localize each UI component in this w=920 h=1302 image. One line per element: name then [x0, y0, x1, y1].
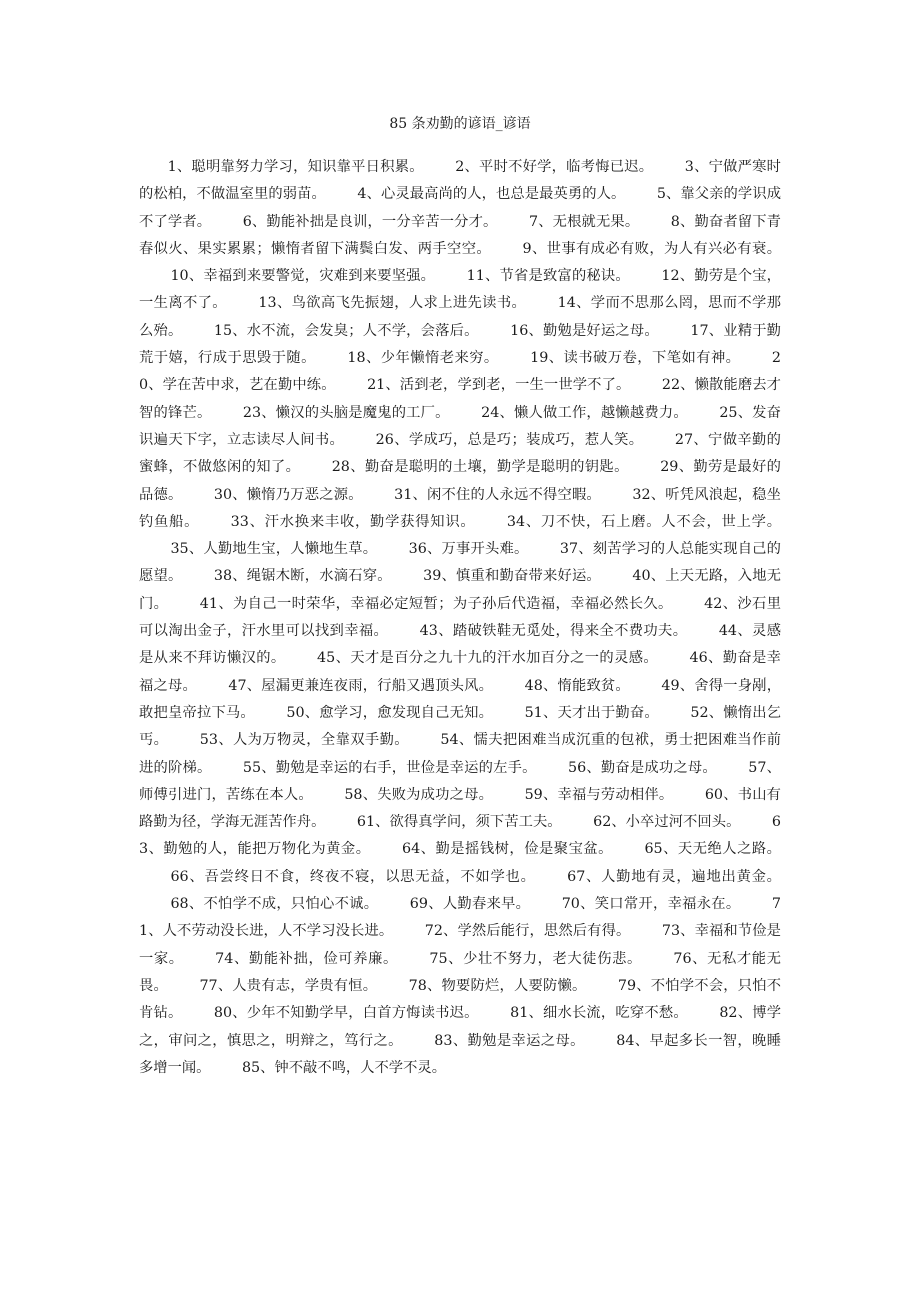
proverb-item: 1、聪明靠努力学习，知识靠平日积累。: [167, 159, 424, 175]
proverb-item: 36、万事开头难。: [408, 541, 529, 558]
proverb-item: 3、宁做严寒时的松柏，不做温室里的弱苗。: [139, 159, 781, 203]
proverb-item: 57、师傅引进门，苦练在本人。: [139, 759, 781, 803]
proverb-item: 39、慎重和勤奋带来好运。: [423, 568, 601, 585]
proverb-item: 19、读书破万卷，下笔如有神。: [530, 350, 741, 367]
proverb-item: 40、上天无路，入地无门。: [139, 568, 781, 612]
proverb-item: 12、勤劳是个宝，一生离不了。: [139, 268, 781, 312]
proverb-item: 13、鸟欲高飞先振翅，人求上进先读书。: [258, 295, 527, 312]
proverb-item: 79、不怕学不会，只怕不肯钻。: [139, 977, 781, 1022]
proverb-item: 68、不怕学不成，只怕心不诚。: [170, 896, 379, 913]
proverb-item: 83、勤勉是幸运之母。: [434, 1032, 585, 1049]
proverb-list: [139, 154, 781, 1082]
document-title: 85 条劝勤的谚语_谚语: [389, 116, 531, 132]
proverb-item: 24、懒人做工作，越懒越费力。: [481, 404, 688, 421]
proverb-item: 67、人勤地有灵，遍地出黄金。: [567, 868, 781, 885]
proverb-item: 37、刻苦学习的人总能实现自己的愿望。: [139, 541, 781, 585]
proverb-item: 78、物要防烂，人要防懒。: [408, 977, 587, 994]
proverb-item: 65、天无绝人之路。: [644, 841, 781, 858]
proverb-item: 85、钟不敲不鸣，人不学不灵。: [241, 1059, 446, 1076]
proverb-item: 51、天才出于勤奋。: [524, 704, 659, 721]
proverb-item: 17、业精于勤荒于嬉，行成于思毁于随。: [139, 322, 781, 367]
proverb-item: 16、勤勉是好运之母。: [510, 322, 659, 339]
proverb-item: 58、失败为成功之母。: [344, 786, 494, 803]
proverb-item: 47、屋漏更兼连夜雨，行船又遇顶头风。: [228, 677, 494, 694]
proverb-item: 59、幸福与劳动相伴。: [524, 786, 674, 803]
proverb-item: 31、闲不住的人永远不得空暇。: [394, 486, 601, 503]
proverb-item: 34、刀不快，石上磨。人不会，世上学。: [506, 513, 781, 530]
proverb-item: 61、欲得真学问，须下苦工夫。: [356, 814, 562, 831]
proverb-item: 73、幸福和节俭是一家。: [139, 923, 781, 967]
proverb-item: 11、节省是致富的秘诀。: [466, 268, 630, 285]
proverb-item: 21、活到老，学到老，一生一世学不了。: [367, 377, 631, 394]
proverb-item: 6、勤能补拙是良训，一分辛苦一分才。: [242, 213, 498, 230]
proverb-item: 41、为自己一时荣华，幸福必定短暂；为子孙后代造福，幸福必然长久。: [199, 595, 673, 612]
proverb-item: 54、懦夫把困难当成沉重的包袱，勇士把困难当作前进的阶梯。: [139, 732, 781, 776]
proverb-item: 44、灵感是从来不拜访懒汉的。: [139, 623, 781, 667]
proverb-item: 50、愈学习，愈发现自己无知。: [286, 704, 494, 721]
proverb-item: 30、懒惰乃万恶之源。: [213, 486, 363, 503]
proverb-item: 48、惰能致贫。: [524, 677, 630, 694]
proverb-item: 8、勤奋者留下青春似火、果实累累；懒惰者留下满鬓白发、两手空空。: [139, 213, 781, 257]
proverb-item: 81、细水长流，吃穿不愁。: [510, 1005, 688, 1022]
proverb-item: 27、宁做辛勤的蜜蜂，不做悠闲的知了。: [139, 431, 781, 476]
proverb-item: 49、舍得一身剐，敢把皇帝拉下马。: [139, 677, 781, 721]
proverb-item: 74、勤能补拙，俭可养廉。: [215, 950, 398, 967]
proverb-item: 70、笑口常开，幸福永在。: [561, 896, 741, 913]
proverb-item: 28、勤奋是聪明的土壤，勤学是聪明的钥匙。: [331, 459, 629, 476]
proverb-item: 23、懒汉的头脑是魔鬼的工厂。: [242, 404, 450, 421]
proverb-item: 5、靠父亲的学识成不了学者。: [139, 186, 781, 230]
proverb-item: 33、汗水换来丰收，勤学获得知识。: [230, 513, 476, 530]
proverb-item: 72、学然后能行，思然后有得。: [424, 923, 631, 940]
proverb-item: 2、平时不好学，临考悔已迟。: [455, 159, 654, 175]
proverb-item: 26、学成巧，总是巧；装成巧，惹人笑。: [375, 431, 644, 448]
proverb-item: 80、少年不知勤学早，白首方悔读书迟。: [213, 1005, 479, 1022]
proverb-item: 43、踏破铁鞋无觅处，得来全不费功夫。: [419, 623, 688, 640]
proverb-item: 14、学而不思那么罔，思而不学那么殆。: [139, 295, 781, 339]
proverb-item: 18、少年懒惰老来穷。: [347, 350, 499, 367]
proverb-item: 25、发奋识遍天下字，立志读尽人间书。: [139, 404, 781, 448]
proverb-item: 42、沙石里可以淘出金子，汗水里可以找到幸福。: [139, 595, 781, 640]
proverb-item: 38、绳锯木断，水滴石穿。: [213, 568, 392, 585]
proverb-item: 66、吾尝终日不食，终夜不寝，以思无益，不如学也。: [170, 868, 536, 885]
proverb-item: 63、勤勉的人，能把万物化为黄金。: [139, 814, 781, 858]
proverb-item: 29、勤劳是最好的品德。: [139, 459, 781, 503]
proverb-item: 53、人为万物灵，全靠双手勤。: [199, 732, 409, 749]
proverb-item: 10、幸福到来要警觉，灾难到来要坚强。: [170, 268, 436, 285]
proverb-item: 71、人不劳动没长进，人不学习没长进。: [139, 896, 781, 940]
proverb-item: 9、世事有成必有败，为人有兴必有衰。: [522, 240, 781, 257]
proverb-item: 76、无私才能无畏。: [139, 950, 781, 994]
proverb-item: 64、勤是摇钱树，俭是聚宝盆。: [401, 841, 613, 858]
proverb-item: 84、早起多长一智，晚睡多增一闻。: [139, 1032, 782, 1076]
proverb-item: 15、水不流，会发臭；人不学，会落后。: [213, 322, 479, 339]
proverb-item: 45、天才是百分之九十九的汗水加百分之一的灵感。: [317, 650, 659, 667]
proverb-item: 4、心灵最高尚的人，也总是最英勇的人。: [357, 186, 626, 203]
proverb-item: 62、小卒过河不回头。: [593, 814, 741, 831]
proverb-item: 22、懒散能磨去才智的锋芒。: [139, 377, 781, 421]
proverb-item: 77、人贵有志，学贵有恒。: [199, 977, 378, 994]
proverb-item: 20、学在苦中求，艺在勤中练。: [139, 350, 781, 394]
proverb-item: 55、勤勉是幸运的右手，世俭是幸运的左手。: [242, 759, 537, 776]
proverb-item: 35、人勤地生宝，人懒地生草。: [170, 541, 378, 558]
proverb-item: 56、勤奋是成功之母。: [568, 759, 717, 776]
proverb-item: 82、博学之，审问之，慎思之，明辩之，笃行之。: [139, 1005, 781, 1049]
proverb-item: 60、书山有路勤为径，学海无涯苦作舟。: [139, 786, 781, 831]
proverb-item: 52、懒惰出乞丐。: [139, 704, 781, 749]
proverb-item: 32、听凭风浪起，稳坐钓鱼船。: [139, 486, 781, 530]
proverb-item: 46、勤奋是幸福之母。: [139, 650, 781, 694]
proverb-item: 75、少壮不努力，老大徒伤悲。: [429, 950, 642, 967]
proverb-item: 7、无根就无果。: [528, 213, 640, 230]
proverb-item: 69、人勤春来早。: [409, 896, 531, 913]
